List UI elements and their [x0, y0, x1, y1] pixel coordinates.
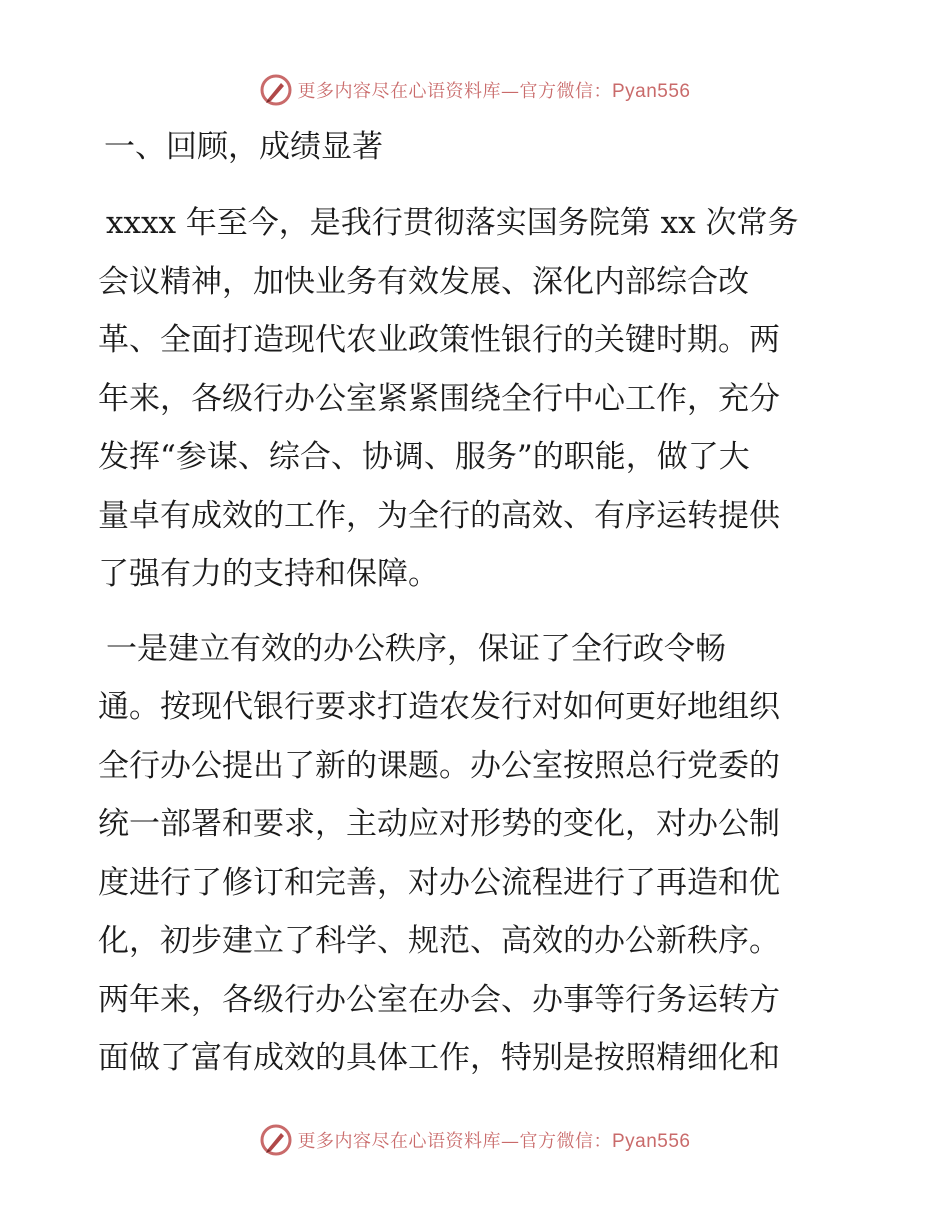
text-line: 通。按现代银行要求打造农发行对如何更好地组织: [98, 689, 780, 725]
text-line: 一是建立有效的办公秩序，保证了全行政令畅: [106, 630, 726, 667]
pen-circle-logo-icon: [259, 73, 293, 107]
watermark-banner-top: [0, 70, 950, 110]
watermark-wechat-id: Pyan556: [611, 81, 691, 102]
text-line: 革、全面打造现代农业政策性银行的关键时期。两: [98, 322, 780, 358]
text-line: 度进行了修订和完善，对办公流程进行了再造和优: [98, 864, 780, 901]
text-line: 了强有力的支持和保障。: [98, 556, 439, 592]
section-heading: 一、回顾，成绩显著: [104, 129, 383, 165]
paragraph-office-order: [98, 620, 858, 1088]
text-line: 统一部署和要求，主动应对形势的变化，对办公制: [98, 806, 780, 842]
text-line: 发挥“参谋、综合、协调、服务”的职能，做了大: [98, 439, 750, 475]
text-line: 两年来，各级行办公室在办会、办事等行务运转方: [98, 981, 780, 1018]
watermark-text: 更多内容尽在心语资料库—官方微信：Pyan556: [297, 81, 691, 102]
text-line: xxxx 年至今，是我行贯彻落实国务院第 xx 次常务: [106, 205, 799, 241]
text-line: 全行办公提出了新的课题。办公室按照总行党委的: [98, 747, 780, 784]
text-line: 会议精神，加快业务有效发展、深化内部综合改: [98, 263, 749, 300]
watermark-banner-bottom: [0, 1120, 950, 1160]
pen-circle-logo-icon: [259, 1123, 293, 1157]
text-line: 年来，各级行办公室紧紧围绕全行中心工作，充分: [98, 380, 780, 417]
document-body: [98, 122, 858, 1104]
text-line: 化，初步建立了科学、规范、高效的办公新秩序。: [98, 923, 780, 959]
watermark-wechat-id: Pyan556: [611, 1131, 691, 1152]
text-line: 量卓有成效的工作，为全行的高效、有序运转提供: [98, 497, 780, 534]
watermark-text: 更多内容尽在心语资料库—官方微信：Pyan556: [297, 1131, 691, 1152]
paragraph-review: [98, 194, 858, 604]
text-line: 面做了富有成效的具体工作，特别是按照精细化和: [98, 1040, 780, 1076]
